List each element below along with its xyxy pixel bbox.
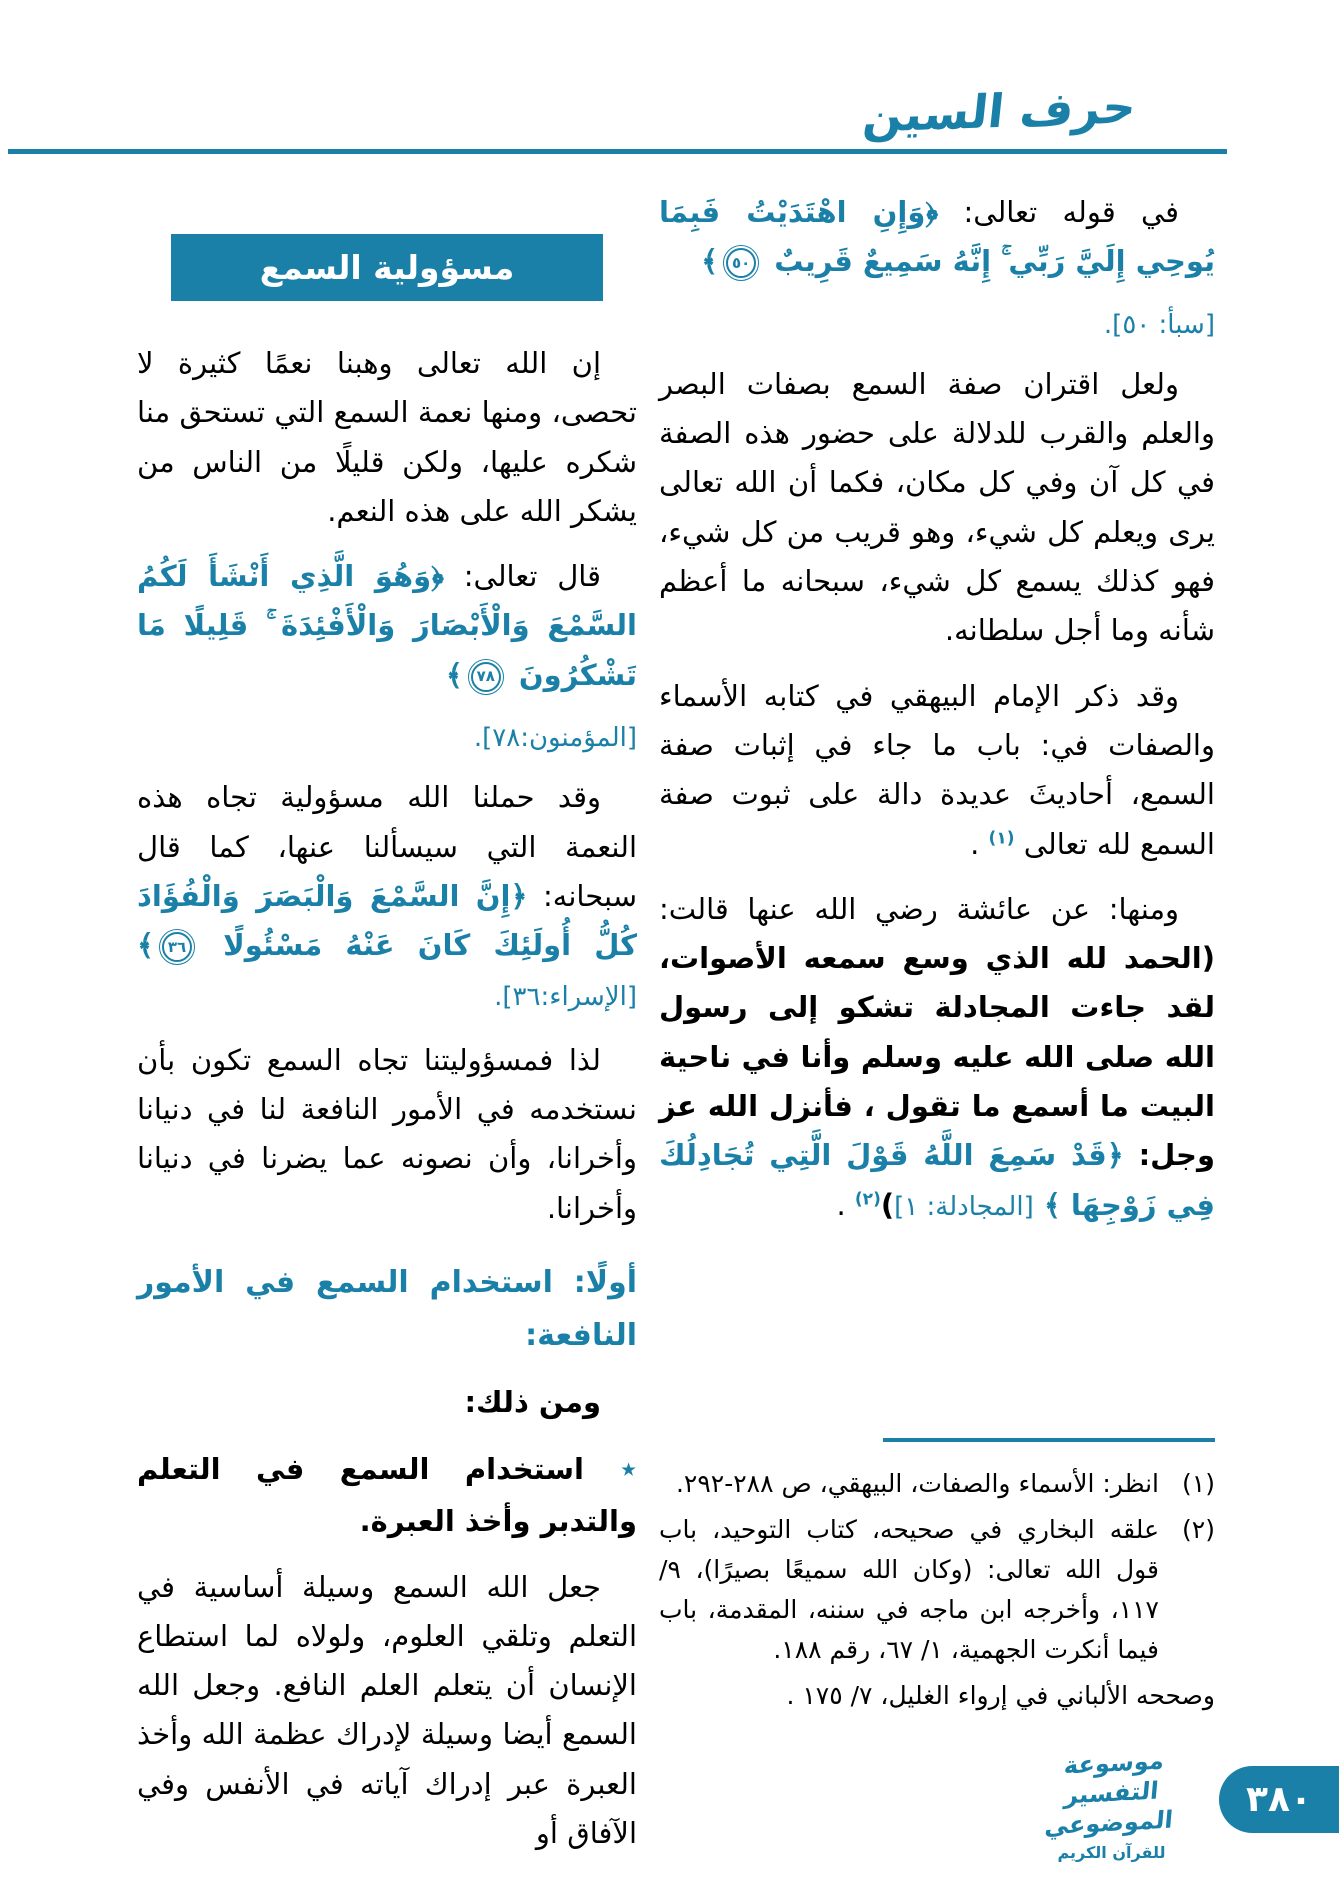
text-run: . xyxy=(836,1187,855,1222)
footnote-number: (١) xyxy=(1182,1469,1215,1498)
verse-reference: [المجادلة: ١] xyxy=(894,1191,1034,1222)
quran-verse: ﴿وَهُوَ الَّذِي أَنْشَأَ لَكُمُ السَّمْعَ وَالْأَبْصَارَ وَالْأَفْئِدَةَ ۚ قَلِيلًا مَا تَشْكُرُونَ xyxy=(137,559,637,692)
text-run: ولعل اقتران صفة السمع بصفات البصر والعلم والقرب للدلالة على حضور هذه الصفة في كل آن وفي كل مكان، فكما أن الله تعالى يرى ويعلم كل شيء، وهو قريب من كل شيء، فهو كذلك يسمع كل شيء، سبحانه ما أعظم شأنه وما أجل سلطانه. xyxy=(659,366,1215,648)
quran-verse: ﴾ xyxy=(701,244,719,279)
text-run: في قوله تعالى: xyxy=(938,195,1179,229)
footnotes xyxy=(659,1438,1215,1722)
text-run: استخدام السمع في التعلم والتدبر وأخذ العبرة. xyxy=(137,1452,637,1538)
flower-bullet-icon: ٭ xyxy=(583,1451,638,1488)
ayah-number-medallion: ٧٨ xyxy=(471,662,501,692)
paragraph xyxy=(659,360,1215,656)
quran-verse: ﴾ xyxy=(445,657,463,692)
footnote xyxy=(659,1676,1215,1716)
chapter-heading: حرف السين xyxy=(860,79,1139,143)
page-number: ٣٨٠ xyxy=(1246,1779,1312,1820)
text-run: وقد حملنا الله مسؤولية تجاه هذه النعمة التي سيسألنا عنها، كما قال سبحانه: xyxy=(137,780,637,913)
paragraph xyxy=(137,1443,637,1546)
footnote-list xyxy=(659,1464,1215,1716)
paragraph xyxy=(659,672,1215,869)
footnote-text: وصححه الألباني في إرواء الغليل، ٧/ ١٧٥ . xyxy=(786,1681,1215,1710)
text-run: ) xyxy=(880,1187,895,1222)
paragraph xyxy=(137,1563,637,1859)
quran-verse: ﴿إِنَّ السَّمْعَ وَالْبَصَرَ وَالْفُؤَادَ كُلُّ أُولَئِكَ كَانَ عَنْهُ مَسْئُولًا xyxy=(137,878,637,963)
paragraph xyxy=(659,188,1215,287)
paragraph xyxy=(659,299,1215,348)
publisher-logo-subtitle: للقرآن الكريم xyxy=(1057,1843,1166,1862)
section-title-box xyxy=(171,234,603,301)
paragraph xyxy=(137,1257,637,1362)
footnote xyxy=(659,1510,1215,1670)
paragraph xyxy=(659,885,1215,1230)
paragraph xyxy=(137,1036,637,1233)
text-run: (الحمد لله الذي وسع سمعه الأصوات، لقد جاءت المجادلة تشكو إلى رسول الله صلى الله عليه وسلم وأنا في ناحية البيت ما أسمع ما تقول ، فأنزل الله عز وجل: xyxy=(659,941,1215,1173)
ayah-number-medallion: ٥٠ xyxy=(726,248,756,278)
verse-reference: [الإسراء:٣٦]. xyxy=(494,981,637,1012)
header-divider xyxy=(8,149,1227,154)
publisher-logo-title: موسوعة التفسير الموضوعي xyxy=(1043,1746,1175,1841)
quran-verse: ﴾ xyxy=(137,928,154,963)
footnote-text: انظر: الأسماء والصفات، البيهقي، ص ٢٨٨-٢٩٢. xyxy=(675,1469,1159,1498)
footnote xyxy=(659,1464,1215,1504)
text-run: لذا فمسؤوليتنا تجاه السمع تكون بأن نستخدمه في الأمور النافعة لنا في دنيانا وأخرانا، وأن نصونه عما يضرنا في دنيانا وأخرانا. xyxy=(137,1042,637,1225)
publisher-logo xyxy=(1024,1748,1199,1862)
text-run: وقد ذكر الإمام البيهقي في كتابه الأسماء والصفات في: باب ما جاء في إثبات صفة السمع، أحاديثَ عديدة دالة على ثبوت صفة السمع لله تعالى xyxy=(659,678,1215,861)
right-column xyxy=(659,188,1215,1246)
verse-reference: [المؤمنون:٧٨]. xyxy=(473,723,637,754)
left-column-text xyxy=(137,339,637,1858)
footnote-divider xyxy=(883,1438,1215,1442)
paragraph xyxy=(137,712,637,761)
paragraph xyxy=(137,773,637,1019)
footnote-text: علقه البخاري في صحيحه، كتاب التوحيد، باب قول الله تعالى: (وكان الله سميعًا بصيرًا)، ٩/ ١١٧، وأخرجه ابن ماجه في سننه، المقدمة، باب فيما أنكرت الجهمية، ١/ ٦٧، رقم ١٨٨. xyxy=(659,1515,1159,1664)
text-run: قال تعالى: xyxy=(444,559,601,594)
text-run: . xyxy=(970,826,989,861)
text-run: إن الله تعالى وهبنا نعمًا كثيرة لا تحصى، ومنها نعمة السمع التي تستحق منا شكره عليها، ولكن قليلًا من الناس من يشكر الله على هذه النعم. xyxy=(137,346,637,528)
verse-reference: [سبأ: ٥٠]. xyxy=(1103,309,1215,340)
paragraph xyxy=(137,552,637,700)
quran-verse: ﴿قَدْ سَمِعَ اللَّهُ قَوْلَ الَّتِي تُجَادِلُكَ فِي زَوْجِهَا ﴾ xyxy=(659,1138,1215,1222)
section-title: مسؤولية السمع xyxy=(259,248,515,287)
paragraph xyxy=(137,339,637,536)
page-number-badge xyxy=(1219,1766,1339,1833)
left-column xyxy=(137,222,637,1874)
text-run: ومن ذلك: xyxy=(464,1385,601,1420)
footnote-number: (٢) xyxy=(1182,1515,1215,1544)
text-run: ومنها: عن عائشة رضي الله عنها قالت: xyxy=(659,891,1179,926)
text-run: أولًا: استخدام السمع في الأمور النافعة: xyxy=(137,1265,637,1353)
text-run: جعل الله السمع وسيلة أساسية في التعلم وتلقي العلوم، ولولاه لما استطاع الإنسان أن يتعلم العلم النافع. وجعل الله السمع أيضا وسيلة لإدراك عظمة الله وأخذ العبرة عبر إدراك آياته في الأنفس وفي الآفاق أو xyxy=(137,1569,637,1851)
footnote-marker: (٢) xyxy=(854,1188,881,1209)
paragraph xyxy=(137,1378,637,1427)
quran-verse: ﴿وَإِنِ اهْتَدَيْتُ فَبِمَا يُوحِي إِلَيَّ رَبِّي ۚ إِنَّهُ سَمِيعٌ قَرِيبٌ xyxy=(659,195,1215,279)
footnote-marker: (١) xyxy=(988,827,1015,848)
ayah-number-medallion: ٣٦ xyxy=(162,932,192,962)
